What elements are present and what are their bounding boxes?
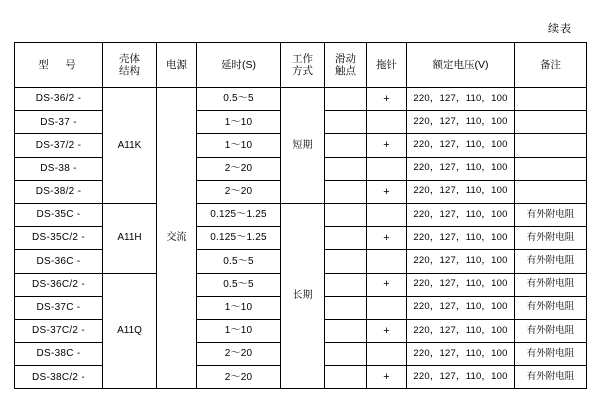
cell-model: DS-38/2 -: [15, 180, 103, 203]
cell-slide-contact: [325, 180, 367, 203]
cell-slide-contact: [325, 273, 367, 296]
cell-delay: 2～20: [197, 343, 281, 366]
cell-remark: 有外附电阻: [515, 296, 587, 319]
header-slide-line2: 触点: [335, 65, 356, 77]
cell-remark: [515, 111, 587, 134]
header-case: [103, 43, 157, 88]
cell-voltage: 220，127，110，100: [407, 88, 515, 111]
cell-delay: 0.5～5: [197, 273, 281, 296]
cell-model: DS-38C/2 -: [15, 366, 103, 389]
cell-slide-contact: [325, 203, 367, 226]
cell-delay: 0.125～1.25: [197, 227, 281, 250]
cell-voltage: 220，127，110，100: [407, 203, 515, 226]
header-model: 型 号: [15, 43, 103, 88]
cell-drag-pointer: +: [367, 227, 407, 250]
cell-delay: 2～20: [197, 180, 281, 203]
cell-delay: 1～10: [197, 296, 281, 319]
cell-voltage: 220，127，110，100: [407, 111, 515, 134]
cell-slide-contact: [325, 296, 367, 319]
cell-delay: 1～10: [197, 134, 281, 157]
cell-drag-pointer: +: [367, 273, 407, 296]
cell-voltage: 220，127，110，100: [407, 366, 515, 389]
cell-remark: 有外附电阻: [515, 273, 587, 296]
cell-power-ac: 交流: [157, 88, 197, 389]
cell-slide-contact: [325, 111, 367, 134]
cell-voltage: 220，127，110，100: [407, 227, 515, 250]
cell-remark: 有外附电阻: [515, 343, 587, 366]
cell-slide-contact: [325, 343, 367, 366]
cell-model: DS-35C -: [15, 203, 103, 226]
cell-drag-pointer: [367, 157, 407, 180]
cell-drag-pointer: +: [367, 366, 407, 389]
cell-model: DS-38C -: [15, 343, 103, 366]
cell-remark: [515, 180, 587, 203]
cell-delay: 1～10: [197, 111, 281, 134]
header-work-mode: [281, 43, 325, 88]
header-work-line1: 工作: [292, 52, 313, 65]
cell-model: DS-36C/2 -: [15, 273, 103, 296]
cell-delay: 2～20: [197, 366, 281, 389]
header-delay: 延时(S): [197, 43, 281, 88]
header-remark: 备注: [515, 43, 587, 88]
cell-voltage: 220，127，110，100: [407, 134, 515, 157]
cell-remark: 有外附电阻: [515, 227, 587, 250]
cell-drag-pointer: [367, 296, 407, 319]
cell-model: DS-36/2 -: [15, 88, 103, 111]
relay-spec-table: [14, 42, 587, 389]
header-power: 电源: [157, 43, 197, 88]
header-drag-pointer: 拖针: [367, 43, 407, 88]
cell-delay: 0.5～5: [197, 88, 281, 111]
cell-drag-pointer: +: [367, 88, 407, 111]
cell-drag-pointer: +: [367, 319, 407, 342]
cell-remark: 有外附电阻: [515, 250, 587, 273]
cell-remark: [515, 157, 587, 180]
cell-case-a11h: A11H: [103, 203, 157, 273]
table-header: [15, 43, 587, 88]
cell-remark: [515, 88, 587, 111]
header-work-line2: 方式: [292, 65, 313, 77]
cell-drag-pointer: +: [367, 134, 407, 157]
cell-voltage: 220，127，110，100: [407, 343, 515, 366]
cell-delay: 0.125～1.25: [197, 203, 281, 226]
cell-model: DS-36C -: [15, 250, 103, 273]
cell-slide-contact: [325, 319, 367, 342]
cell-voltage: 220，127，110，100: [407, 319, 515, 342]
cell-delay: 0.5～5: [197, 250, 281, 273]
table-row: [15, 88, 587, 111]
cell-work-short: 短期: [281, 88, 325, 204]
header-slide-line1: 滑动: [335, 52, 356, 65]
table-row: [15, 203, 587, 226]
cell-model: DS-37 -: [15, 111, 103, 134]
cell-slide-contact: [325, 250, 367, 273]
cell-slide-contact: [325, 157, 367, 180]
cell-remark: 有外附电阻: [515, 319, 587, 342]
cell-drag-pointer: [367, 250, 407, 273]
continued-table-label: 续表: [548, 23, 572, 35]
cell-drag-pointer: [367, 343, 407, 366]
cell-delay: 2～20: [197, 157, 281, 180]
cell-model: DS-37/2 -: [15, 134, 103, 157]
header-case-line1: 壳体: [119, 52, 140, 65]
cell-slide-contact: [325, 227, 367, 250]
cell-model: DS-37C -: [15, 296, 103, 319]
header-case-line2: 结构: [119, 65, 140, 77]
cell-voltage: 220，127，110，100: [407, 296, 515, 319]
header-slide-contact: [325, 43, 367, 88]
cell-model: DS-38 -: [15, 157, 103, 180]
cell-drag-pointer: [367, 203, 407, 226]
cell-remark: 有外附电阻: [515, 366, 587, 389]
cell-voltage: 220，127，110，100: [407, 250, 515, 273]
cell-model: DS-35C/2 -: [15, 227, 103, 250]
cell-remark: 有外附电阻: [515, 203, 587, 226]
table-body: [15, 88, 587, 389]
cell-slide-contact: [325, 366, 367, 389]
header-rated-voltage: 额定电压(V): [407, 43, 515, 88]
cell-drag-pointer: [367, 111, 407, 134]
cell-case-a11k: A11K: [103, 88, 157, 204]
spec-table-container: [14, 42, 586, 389]
cell-slide-contact: [325, 88, 367, 111]
cell-voltage: 220，127，110，100: [407, 157, 515, 180]
cell-voltage: 220，127，110，100: [407, 273, 515, 296]
table-header-row: [15, 43, 587, 88]
cell-drag-pointer: +: [367, 180, 407, 203]
cell-model: DS-37C/2 -: [15, 319, 103, 342]
cell-remark: [515, 134, 587, 157]
cell-slide-contact: [325, 134, 367, 157]
cell-case-a11q: A11Q: [103, 273, 157, 389]
cell-work-long: 长期: [281, 203, 325, 389]
cell-voltage: 220，127，110，100: [407, 180, 515, 203]
cell-delay: 1～10: [197, 319, 281, 342]
